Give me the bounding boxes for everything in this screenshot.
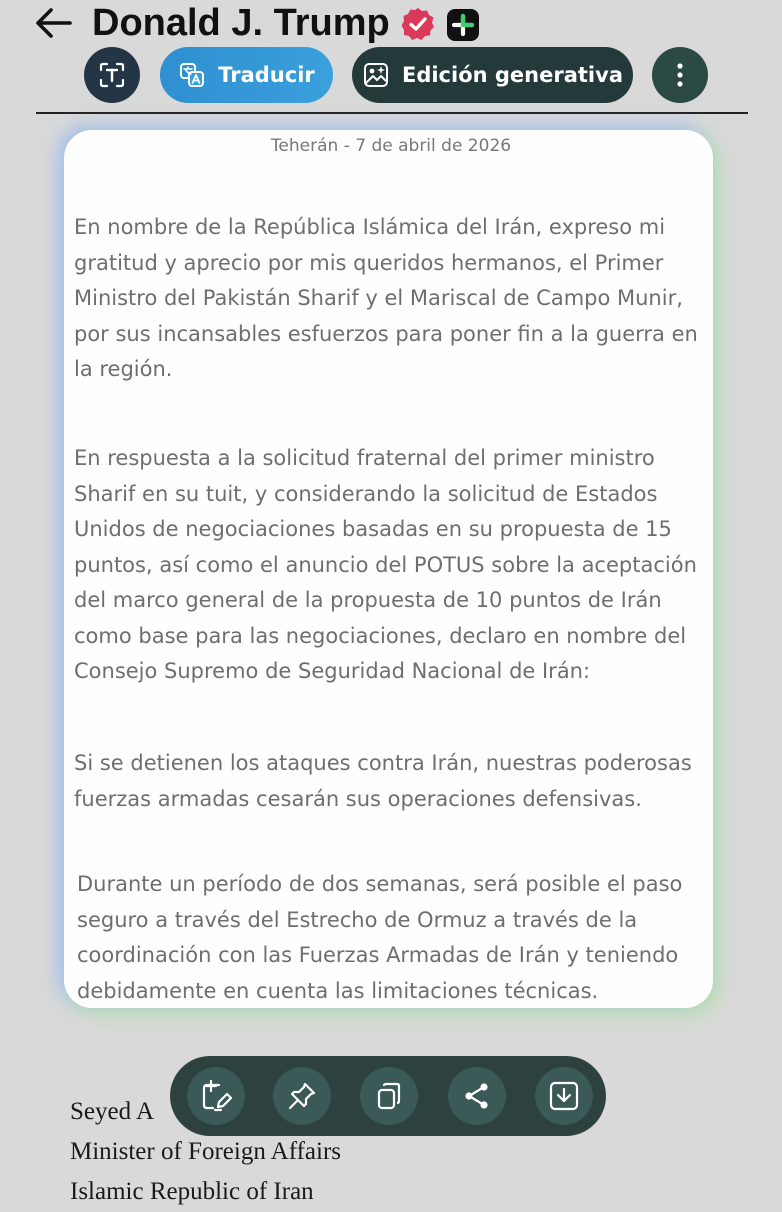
translated-paragraph-3: Si se detienen los ataques contra Irán, nuestras poderosas fuerzas armadas cesarán sus operaciones defensivas. bbox=[74, 751, 692, 811]
more-options-button[interactable] bbox=[652, 47, 708, 103]
signature-name: Seyed A bbox=[70, 1098, 155, 1125]
pin-icon bbox=[287, 1081, 317, 1111]
draw-edit-button[interactable] bbox=[187, 1067, 245, 1125]
plus-badge-icon bbox=[446, 8, 480, 42]
download-icon bbox=[548, 1080, 580, 1112]
pin-button[interactable] bbox=[273, 1067, 331, 1125]
save-button[interactable] bbox=[535, 1067, 593, 1125]
header-divider bbox=[36, 112, 748, 114]
text-extract-button[interactable] bbox=[84, 47, 140, 103]
share-button[interactable] bbox=[448, 1067, 506, 1125]
signature-country: Islamic Republic of Iran bbox=[70, 1178, 314, 1205]
share-icon bbox=[462, 1081, 492, 1111]
translated-paragraph-1: En nombre de la República Islámica del Irán, expreso mi gratitud y aprecio por mis queridos hermanos, el Primer Ministro del Pakistán Sharif y el Mariscal de Campo Munir, por sus incansables esfuerzos para poner fin a la guerra en la región. bbox=[74, 215, 698, 381]
translated-paragraph-2: En respuesta a la solicitud fraternal del primer ministro Sharif en su tuit, y considerando la solicitud de Estados Unidos de negociaciones basadas en su propuesta de 15 puntos, así como el anuncio del POTUS sobre la aceptación del marco general de la propuesta de 10 puntos de Irán como base para las negociaciones, declaro en nombre del Consejo Supremo de Seguridad Nacional de Irán: bbox=[74, 446, 697, 683]
translated-paragraph-4: Durante un período de dos semanas, será posible el paso seguro a través del Estrecho de Ormuz a través de la coordinación con las Fuerzas Armadas de Irán y teniendo debidamente en cuenta las limitaciones técnicas. bbox=[77, 872, 683, 1003]
translate-icon bbox=[178, 61, 206, 89]
copy-button[interactable] bbox=[360, 1067, 418, 1125]
generative-edit-icon bbox=[362, 61, 390, 89]
copy-icon bbox=[374, 1081, 404, 1111]
back-arrow-icon[interactable] bbox=[34, 6, 72, 40]
bottom-toolbar bbox=[170, 1056, 606, 1136]
generative-edit-button[interactable] bbox=[352, 47, 633, 103]
text-scan-icon bbox=[98, 61, 126, 89]
signature-role: Minister of Foreign Affairs bbox=[70, 1138, 342, 1165]
generative-edit-label: Edición generativa bbox=[401, 63, 623, 87]
verified-badge-icon bbox=[400, 6, 436, 42]
translate-label: Traducir bbox=[218, 63, 315, 87]
draw-edit-icon bbox=[199, 1079, 233, 1113]
document-date: Teherán - 7 de abril de 2026 bbox=[270, 136, 512, 156]
profile-name: Donald J. Trump bbox=[92, 2, 390, 44]
translate-button[interactable] bbox=[160, 47, 333, 103]
more-vertical-icon bbox=[676, 62, 684, 88]
